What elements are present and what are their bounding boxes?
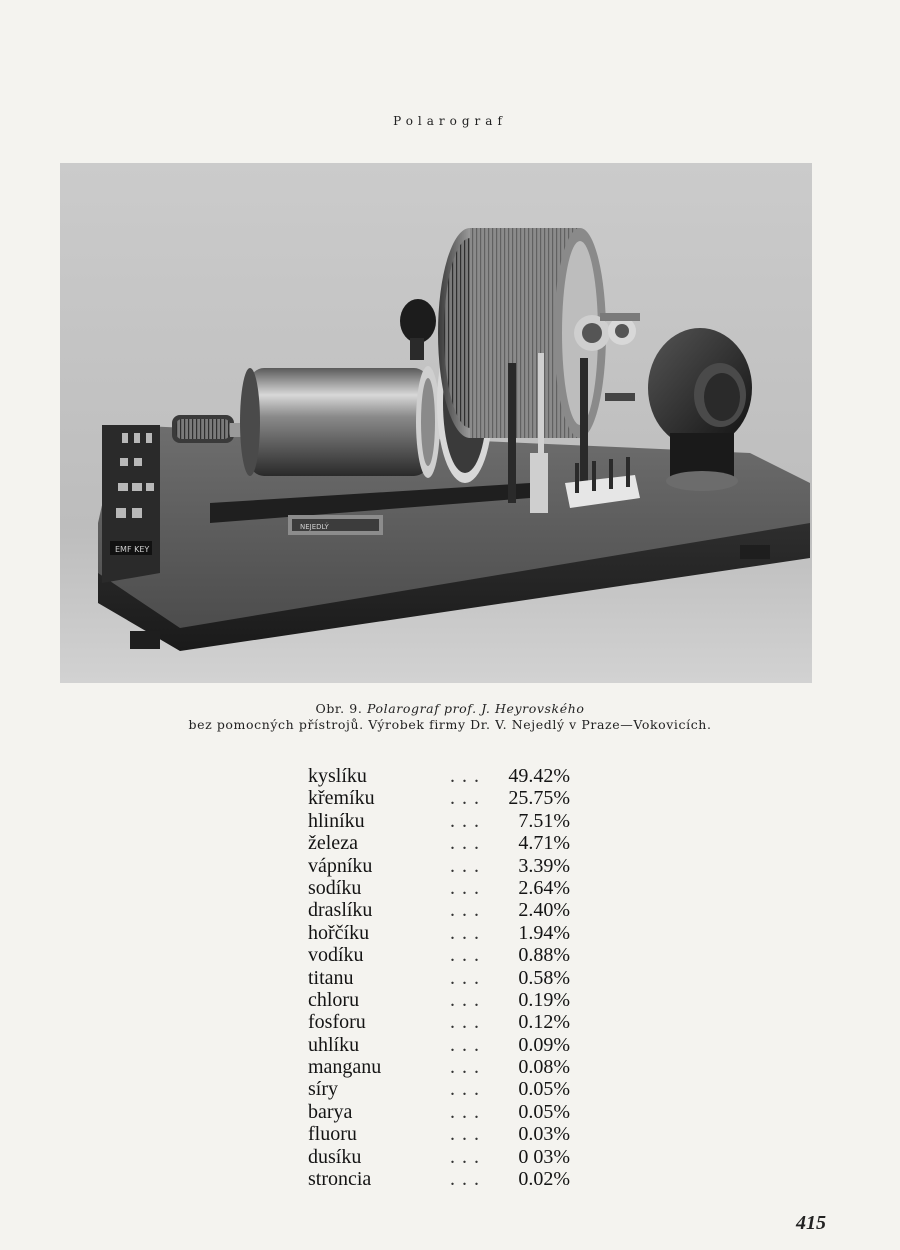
element-percentage: 25.75% [508,787,570,810]
leader-dots: ... [450,1123,486,1146]
element-percentage: 0.88% [518,944,570,967]
element-name: manganu [308,1056,382,1079]
element-name: titanu [308,966,354,989]
leader-dots: ... [450,966,486,989]
leader-dots: ... [450,988,486,1011]
leader-dots: ... [450,899,486,922]
figure-caption [0,701,900,733]
list-item [300,765,570,787]
caption-line-2: bez pomocných přístrojů. Výrobek firmy Dr. V. Nejedlý v Praze—Vokovicích. [188,717,712,732]
element-percentage: 1.94% [518,921,570,944]
list-item [300,855,570,877]
caption-line-1 [0,701,900,717]
element-name: chloru [308,988,360,1011]
leader-dots: ... [450,1011,486,1034]
element-percentage: 49.42% [508,765,570,787]
element-name: sodíku [308,876,362,899]
element-percentage: 0.19% [518,988,570,1011]
list-item [300,1011,570,1033]
list-item [300,944,570,966]
list-item [300,810,570,832]
element-name: hořčíku [308,921,370,944]
element-name: barya [308,1100,353,1123]
element-name: fosforu [308,1011,366,1034]
element-name: uhlíku [308,1033,360,1056]
element-percentage: 3.39% [518,854,570,877]
page-number: 415 [796,1212,826,1234]
element-percentage: 2.40% [518,899,570,922]
list-item [300,1056,570,1078]
leader-dots: ... [450,765,486,787]
leader-dots: ... [450,876,486,899]
element-name: vodíku [308,944,364,967]
element-name: fluoru [308,1123,357,1146]
list-item [300,922,570,944]
element-name: hliníku [308,809,365,832]
element-percentage: 0 03% [518,1145,570,1168]
caption-figure-number: Obr. 9. [315,701,367,716]
leader-dots: ... [450,1145,486,1168]
element-composition-list [300,765,570,1190]
element-percentage: 0.03% [518,1123,570,1146]
list-item [300,877,570,899]
list-item [300,1146,570,1168]
element-name: dusíku [308,1145,362,1168]
element-name: vápníku [308,854,373,877]
list-item [300,1168,570,1190]
list-item [300,967,570,989]
leader-dots: ... [450,1078,486,1101]
emf-key-label: EMF KEY [115,545,150,554]
leader-dots: ... [450,854,486,877]
leader-dots: ... [450,944,486,967]
element-percentage: 7.51% [518,809,570,832]
leader-dots: ... [450,787,486,810]
element-name: železa [308,832,358,855]
element-percentage: 0.58% [518,966,570,989]
element-percentage: 0.08% [518,1056,570,1079]
list-item [300,1123,570,1145]
element-name: stroncia [308,1168,372,1191]
element-name: křemíku [308,787,375,810]
list-item [300,1078,570,1100]
element-percentage: 0.12% [518,1011,570,1034]
element-percentage: 2.64% [518,876,570,899]
leader-dots: ... [450,809,486,832]
element-name: kyslíku [308,765,367,787]
leader-dots: ... [450,1100,486,1123]
list-item [300,787,570,809]
leader-dots: ... [450,921,486,944]
list-item [300,832,570,854]
element-percentage: 0.02% [518,1168,570,1191]
leader-dots: ... [450,1056,486,1079]
list-item [300,989,570,1011]
leader-dots: ... [450,1033,486,1056]
element-percentage: 0.09% [518,1033,570,1056]
nameplate-label: NEJEDLÝ [300,523,329,531]
element-percentage: 4.71% [518,832,570,855]
list-item [300,1034,570,1056]
element-percentage: 0.05% [518,1078,570,1101]
element-percentage: 0.05% [518,1100,570,1123]
caption-title: Polarograf prof. J. Heyrovského [366,701,585,716]
leader-dots: ... [450,832,486,855]
element-name: síry [308,1078,338,1101]
polarograph-photo [60,163,812,683]
list-item [300,1101,570,1123]
element-name: draslíku [308,899,373,922]
list-item [300,899,570,921]
leader-dots: ... [450,1168,486,1191]
running-head: Polarograf [393,114,507,128]
